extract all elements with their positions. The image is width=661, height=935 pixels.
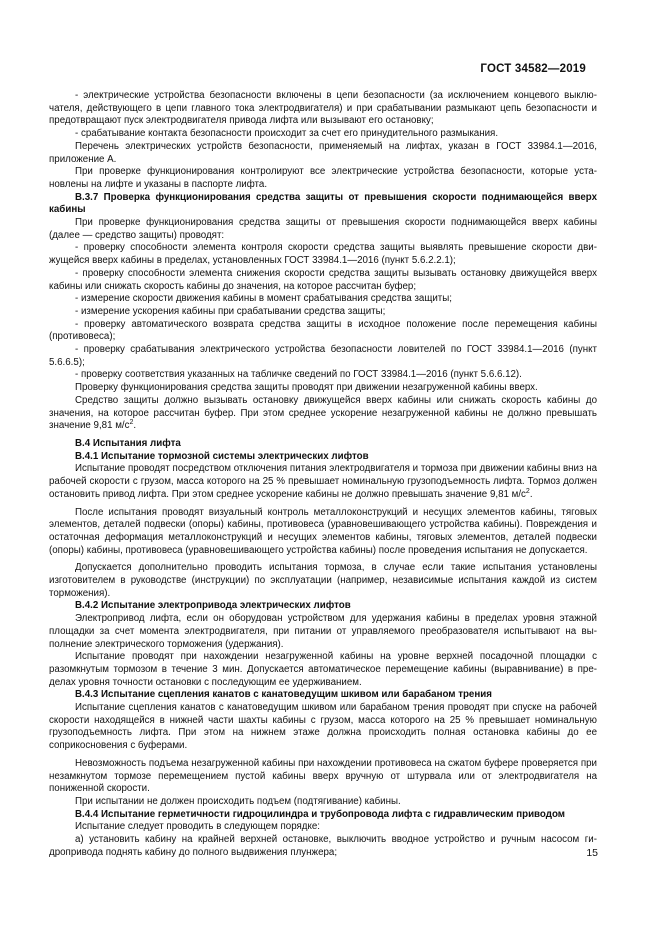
section-heading-b42: В.4.2 Испытание электропривода электрических лифтов [75,600,351,612]
paragraph: Средство защиты должно вызывать остановку движущейся вверх кабины или снижать скорость кабины до значения, на которое рассчитан буфер. При этом среднее ускорение незагруженной кабины не должно превышать значение 9,81 $м/с^2$. [49,394,597,432]
section-heading-b43: В.4.3 Испытание сцепления канатов с канатоведущим шкивом или барабаном трения [75,689,492,701]
paragraph: Допускается дополнительно проводить испытания тормоза, в случае если такие испытания установлены изготовителем в руководстве (инструкции) по эксплуатации (например, независимые испытания каждой из систем торможения). [49,562,597,599]
page-number: 15 [586,847,598,859]
paragraph: - срабатывание контакта безопасности происходит за счет его принудительного размыкания. [75,128,499,140]
section-heading-b41: В.4.1 Испытание тормозной системы электрических лифтов [75,450,369,462]
paragraph: Испытание проводят посредством отключения питания электродвигателя и тормоза при движении кабины вниз на рабочей скорости с грузом, масса которого на 25 % превышает номинальную грузоподъемность лифта. Тормоз должен остановить привод лифта. При этом среднее ускорение кабины не должно превышать значение 9,81 $м/с^2$. [49,463,597,500]
paragraph: Испытание сцепления канатов с канатоведущим шкивом или барабаном трения проводят при спуске на рабочей скорости находящейся в нижней части шахты кабины с грузом, масса которого на 25 % превышает номинальную грузоподъемность лифта. При этом на нижнем этаже должна происходить полная остановка кабины до ее соприкосновения с буферами. [49,702,597,752]
paragraph: Испытание следует проводить в следующем порядке: [75,821,320,833]
paragraph: Перечень электрических устройств безопасности, применяемый на лифтах, указан в ГОСТ 33984.1—2016, приложение А. [49,140,597,165]
section-heading-b44: В.4.4 Испытание герметичности гидроцилиндра и трубопровода лифта с гидравлическим приводом [75,808,565,820]
paragraph: Испытание проводят при нахождении незагруженной кабины на уровне верхней посадочной площадки с разомкнутым тормозом в течение 3 мин. Допускается автоматическое перемещение кабины (выравнивание) в пределах уровня точности остановки с последующим ее удерживанием. [49,651,597,688]
paragraph: После испытания проводят визуальный контроль металлоконструкций и несущих элементов кабины, тяговых элементов, деталей подвески (опоры) кабины, противовеса (уравновешивающего устройства кабины). Повреждения и остаточная деформация металлоконструкций и несущих элементов кабины, тяговых элементов, деталей подвески (опоры) кабины, противовеса (уравновешивающего устройства кабины) после проведения испытания не допускается. [49,506,597,556]
section-heading-b37: В.3.7 Проверка функционирования средства защиты от превышения скорости поднимающейся вверх кабины [49,191,597,216]
standard-header: ГОСТ 34582—2019 [480,63,586,75]
paragraph: При проверке функционирования контролируют все электрические устройства безопасности, которые установлены на лифте и указаны в паспорте лифта. [49,166,597,190]
paragraph: - проверку способности элемента контроля скорости средства защиты выявлять превышение скорости движущейся вверх кабины в пределах, установленных ГОСТ 33984.1—2016 (пункт 5.6.2.2.1); [49,242,597,267]
paragraph: - проверку соответствия указанных на табличке сведений по ГОСТ 33984.1—2016 (пункт 5.6.6.12). [75,369,522,381]
paragraph: - проверку способности элемента снижения скорости средства защиты вызывать остановку движущейся вверх кабины или снижать скорость кабины до значения, на которое рассчитан буфер; [49,267,597,292]
paragraph: При испытании не должен происходить подъем (подтягивание) кабины. [75,795,401,807]
paragraph: - электрические устройства безопасности включены в цепи безопасности (за исключением концевого выключателя, действующего в цепи главного тока электродвигателя) и при срабатывании размыкают цепь безопасности и предотвращают пуск электродвигателя привода лифта или вызывают его остановку; [49,90,597,127]
paragraph: Проверку функционирования средства защиты проводят при движении незагруженной кабины вверх. [75,382,538,394]
paragraph: - измерение ускорения кабины при срабатывании средства защиты; [75,305,386,317]
paragraph-text: Испытание проводят посредством отключения питания электродвигателя и тормоза при движении кабины вниз на рабочей скорости с грузом, масса которого на 25 % превышает номинальную грузоподъемность лифта. Тормоз должен остановить привод лифта. При этом среднее ускорение кабины не должно превышать значение 9,81 м/с [49,463,597,500]
paragraph-text: Средство защиты должно вызывать остановку движущейся вверх кабины или снижать скорость кабины до значения, на которое рассчитан буфер. При этом среднее ускорение незагруженной кабины не должно превышать значение 9,81 м/с [49,394,597,432]
section-heading-b4: В.4 Испытания лифта [75,437,181,449]
paragraph: - измерение скорости движения кабины в момент срабатывания средства защиты; [75,293,452,305]
paragraph: а) установить кабину на крайней верхней остановке, выключить вводное устройство и ручным насосом гидропривода поднять кабину до полного выдвижения плунжера; [49,834,597,858]
page-body [49,90,597,859]
paragraph: Электропривод лифта, если он оборудован устройством для удержания кабины в пределах уровня этажной площадки за счет момента электродвигателя, при питании от управляемого преобразователя испытывают на выполнение электрического торможения (удержания). [49,613,597,650]
superscript: 2 [129,419,134,427]
paragraph: - проверку срабатывания электрического устройства безопасности ловителей по ГОСТ 33984.1—2016 (пункт 5.6.6.5); [49,344,597,368]
paragraph: При проверке функционирования средства защиты от превышения скорости поднимающейся вверх кабины (далее — средство защиты) проводят: [49,217,597,241]
superscript: 2 [525,487,530,495]
paragraph: - проверку автоматического возврата средства защиты в исходное положение после перемещения кабины (противовеса); [49,318,597,343]
paragraph: Невозможность подъема незагруженной кабины при нахождении противовеса на сжатом буфере проверяется при незамкнутом тормозе перемещением пустой кабины вверх вручную от штурвала или от электродвигателя на пониженной скорости. [49,757,597,795]
